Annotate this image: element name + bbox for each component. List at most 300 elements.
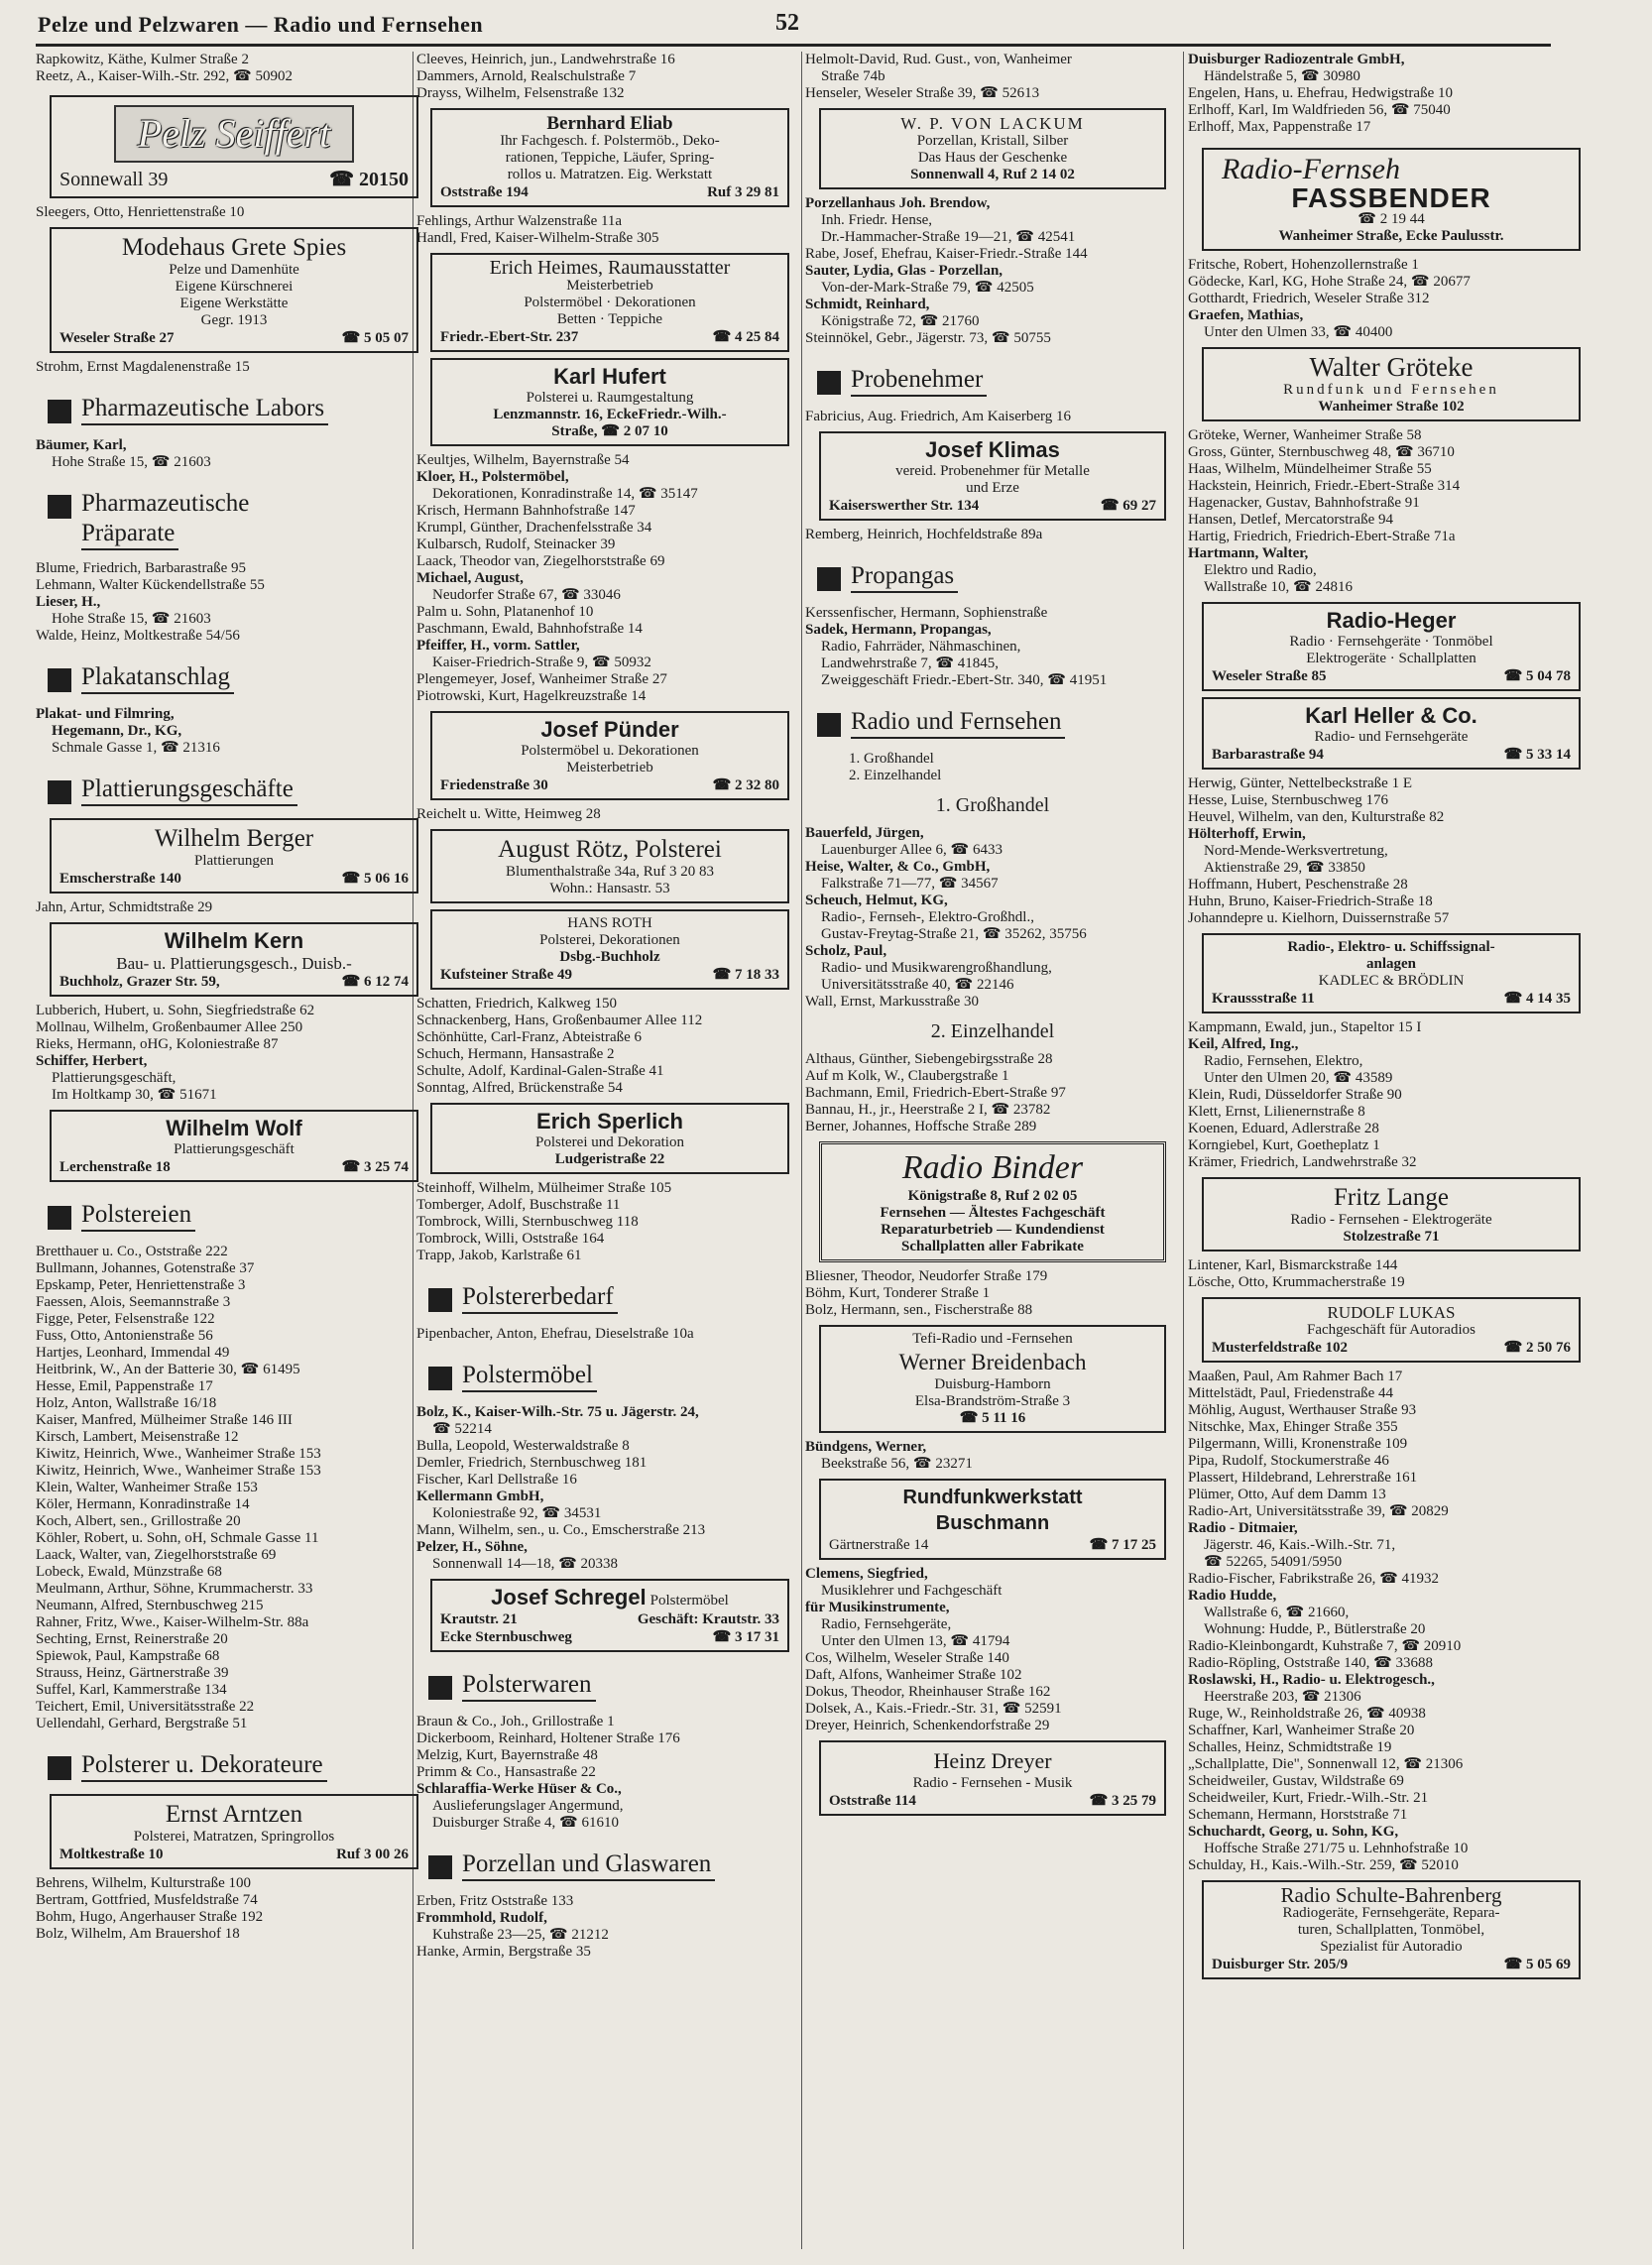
- list-item: Dreyer, Heinrich, Schenkendorfstraße 29: [805, 1718, 1050, 1733]
- entry-list: [1188, 427, 1594, 596]
- ad-name: FASSBENDER: [1291, 182, 1491, 213]
- ad-phone: ☎ 5 04 78: [1503, 668, 1571, 684]
- list-item: Kiwitz, Heinrich, Wwe., Wanheimer Straße 153: [36, 1463, 321, 1479]
- list-item: Daft, Alfons, Wanheimer Straße 102: [805, 1667, 1022, 1683]
- entry-list: [805, 605, 1180, 689]
- list-item: Sauter, Lydia, Glas - Porzellan,: [805, 263, 1003, 279]
- ad-address: Gärtnerstraße 14: [829, 1537, 929, 1553]
- list-item: Palm u. Sohn, Platanenhof 10: [416, 604, 594, 620]
- ad-line: Spezialist für Autoradio: [1320, 1939, 1463, 1955]
- list-item: [1188, 52, 1594, 68]
- ad-karl-hufert: [430, 358, 789, 446]
- list-item: Bolz, Wilhelm, Am Brauershof 18: [36, 1926, 240, 1942]
- entry-list: [416, 1404, 803, 1573]
- list-item: Suffel, Karl, Kammerstraße 134: [36, 1682, 227, 1698]
- ad-phone: ☎ 2 32 80: [712, 777, 779, 793]
- list-item: Rieks, Hermann, oHG, Koloniestraße 87: [36, 1036, 279, 1052]
- list-item: Nitschke, Max, Ehinger Straße 355: [1188, 1419, 1398, 1435]
- list-item: Scheuch, Helmut, KG,: [805, 893, 948, 908]
- section-title: Pharmazeutische: [81, 490, 250, 517]
- section-heading: [36, 489, 432, 550]
- ad-pelz-seiffert: [50, 95, 418, 198]
- list-item: Plengemeyer, Josef, Wanheimer Straße 27: [416, 671, 667, 687]
- list-item: Roslawski, H., Radio- u. Elektrogesch.,: [1188, 1672, 1435, 1688]
- ad-address: Kraussstraße 11: [1212, 991, 1315, 1007]
- list-item: Bullmann, Johannes, Gotenstraße 37: [36, 1260, 255, 1276]
- ad-phone: ☎ 3 25 79: [1089, 1793, 1156, 1809]
- ad-address: Wanheimer Straße, Ecke Paulusstr.: [1278, 228, 1504, 244]
- list-item: Radio, Fernsehen, Elektro,: [1204, 1053, 1363, 1069]
- list-item: ☎ 52214: [432, 1421, 492, 1437]
- list-item: Radio- und Musikwarengroßhandlung,: [821, 960, 1052, 976]
- list-item: Plattierungsgeschäft,: [52, 1070, 177, 1086]
- list-item: Lehmann, Walter Kückendellstraße 55: [36, 577, 265, 593]
- ad-radio-schulte-bahrenberg: [1202, 1880, 1581, 1979]
- list-item: Plassert, Hildebrand, Lehrerstraße 161: [1188, 1470, 1418, 1486]
- ad-address: Lerchenstraße 18: [59, 1159, 171, 1175]
- list-item: Köhler, Robert, u. Sohn, oH, Schmale Gasse 11: [36, 1530, 319, 1546]
- ad-line: Polstermöbel u. Dekorationen: [521, 743, 699, 759]
- entry-list: [416, 1714, 803, 1832]
- list-item: Kerssenfischer, Hermann, Sophienstraße: [805, 605, 1048, 621]
- list-item: Lintener, Karl, Bismarckstraße 144: [1188, 1257, 1398, 1273]
- list-item: Köler, Hermann, Konradinstraße 14: [36, 1496, 250, 1512]
- list-item: Elektro und Radio,: [1204, 562, 1317, 578]
- list-item: Plümer, Otto, Auf dem Damm 13: [1188, 1487, 1386, 1502]
- section-title: Polstereien: [81, 1200, 195, 1232]
- column-3: [805, 52, 1180, 1822]
- list-item: Lobeck, Ewald, Münzstraße 68: [36, 1564, 222, 1580]
- list-item: Koenen, Eduard, Adlerstraße 28: [1188, 1121, 1379, 1136]
- ad-erich-sperlich: [430, 1103, 789, 1174]
- list-item: Scheidweiler, Gustav, Wildstraße 69: [1188, 1773, 1404, 1789]
- section-title: Präparate: [81, 519, 178, 550]
- ad-phone: ☎ 4 14 35: [1503, 991, 1571, 1007]
- list-item: Frommhold, Rudolf,: [416, 1910, 547, 1926]
- list-item: Auf m Kolk, W., Claubergstraße 1: [805, 1068, 1009, 1084]
- list-item: Unter den Ulmen 20, ☎ 43589: [1204, 1070, 1393, 1086]
- list-item: Von-der-Mark-Straße 79, ☎ 42505: [821, 280, 1034, 296]
- entry-list: [805, 1268, 1180, 1319]
- ad-line: Eigene Werkstätte: [179, 296, 289, 311]
- list-item: Gotthardt, Friedrich, Weseler Straße 312: [1188, 291, 1430, 306]
- list-item: Radio, Fahrräder, Nähmaschinen,: [821, 639, 1021, 655]
- ad-address: Friedr.-Ebert-Str. 237: [440, 329, 579, 345]
- entry-list: [416, 996, 803, 1097]
- ad-phone: ☎ 6 12 74: [341, 974, 409, 990]
- ad-august-roetz: [430, 829, 789, 903]
- section-heading: [416, 1361, 803, 1394]
- ad-line: Radio - Fernsehen - Elektrogeräte: [1290, 1212, 1492, 1228]
- list-item: Meulmann, Arthur, Söhne, Krummacherstr. 33: [36, 1581, 313, 1597]
- list-item: Schuchardt, Georg, u. Sohn, KG,: [1188, 1824, 1399, 1840]
- section-title: Polstererbedarf: [462, 1282, 618, 1314]
- list-item: Nord-Mende-Werksvertretung,: [1204, 843, 1388, 859]
- section-heading: [36, 1200, 432, 1234]
- list-item: Remberg, Heinrich, Hochfeldstraße 89a: [805, 527, 1043, 542]
- section-heading: [805, 561, 1180, 595]
- entry-name: Hegemann, Dr., KG,: [52, 723, 182, 739]
- ad-line: Plattierungsgeschäft: [174, 1141, 295, 1157]
- ad-line: Meisterbetrieb: [566, 278, 653, 294]
- list-item: Bolz, Hermann, sen., Fischerstraße 88: [805, 1302, 1033, 1318]
- section-heading: [36, 775, 432, 808]
- ad-phone: Ruf 3 29 81: [707, 184, 779, 200]
- list-item: Keultjes, Wilhelm, Bayernstraße 54: [416, 452, 630, 468]
- ad-line: Meisterbetrieb: [566, 760, 653, 775]
- ad-name: Karl Hufert: [553, 364, 666, 389]
- list-item: Porzellanhaus Joh. Brendow,: [805, 195, 991, 211]
- list-item: Ruge, W., Reinholdstraße 26, ☎ 40938: [1188, 1706, 1426, 1722]
- ad-name: Erich Heimes, Raumausstatter: [489, 257, 731, 279]
- list-item: [36, 723, 432, 740]
- ad-phone: ☎ 3 25 74: [341, 1159, 409, 1175]
- list-item: Musiklehrer und Fachgeschäft: [821, 1583, 1003, 1599]
- list-item: Braun & Co., Joh., Grillostraße 1: [416, 1714, 615, 1729]
- list-item: Erlhoff, Karl, Im Waldfrieden 56, ☎ 75040: [1188, 102, 1451, 118]
- ad-line: Rundfunkwerkstatt: [902, 1487, 1083, 1508]
- list-item: Radio-Art, Universitätsstraße 39, ☎ 20829: [1188, 1503, 1449, 1519]
- ad-radio-heger: [1202, 602, 1581, 691]
- ad-line: Königstraße 8, Ruf 2 02 05: [907, 1188, 1078, 1204]
- ad-address: Ecke Sternbuschweg: [440, 1629, 572, 1645]
- list-item: Holz, Anton, Wallstraße 16/18: [36, 1395, 217, 1411]
- section-marker: [48, 495, 71, 519]
- ad-karl-heller: [1202, 697, 1581, 770]
- ad-name: Fritz Lange: [1334, 1184, 1449, 1211]
- ad-name: August Rötz, Polsterei: [498, 836, 722, 863]
- section-heading: [36, 394, 432, 427]
- list-item: Tombrock, Willi, Oststraße 164: [416, 1231, 605, 1247]
- list-item: Reetz, A., Kaiser-Wilh.-Str. 292, ☎ 50902: [36, 68, 293, 84]
- ad-name: Radio Schulte-Bahrenberg: [1280, 1883, 1502, 1907]
- ad-address: Sonnewall 39: [59, 169, 169, 190]
- list-item: Schulte, Adolf, Kardinal-Galen-Straße 41: [416, 1063, 664, 1079]
- list-item: Kaiser, Manfred, Mülheimer Straße 146 III: [36, 1412, 293, 1428]
- list-item: Graefen, Mathias,: [1188, 307, 1304, 323]
- list-item: Walde, Heinz, Moltkestraße 54/56: [36, 628, 240, 644]
- list-item: Behrens, Wilhelm, Kulturstraße 100: [36, 1875, 251, 1891]
- list-item: Gustav-Freytag-Straße 21, ☎ 35262, 35756: [821, 926, 1087, 942]
- list-item: Drayss, Wilhelm, Felsenstraße 132: [416, 85, 625, 101]
- list-item: Bauerfeld, Jürgen,: [805, 825, 924, 841]
- list-item: Bachmann, Emil, Friedrich-Ebert-Straße 97: [805, 1085, 1066, 1101]
- list-item: Bretthauer u. Co., Oststraße 222: [36, 1244, 228, 1259]
- ad-kadlec-broedlin: [1202, 933, 1581, 1013]
- list-item: Hohe Straße 15, ☎ 21603: [52, 454, 211, 470]
- list-item: Berner, Johannes, Hoffsche Straße 289: [805, 1119, 1037, 1134]
- list-item: Hackstein, Heinrich, Friedr.-Ebert-Straße 314: [1188, 478, 1461, 494]
- ad-line: Fachgeschäft für Autoradios: [1307, 1322, 1475, 1338]
- list-item: Landwehrstraße 7, ☎ 41845,: [821, 656, 1000, 671]
- ad-wilhelm-kern: [50, 922, 418, 997]
- list-item: Herwig, Günter, Nettelbeckstraße 1 E: [1188, 775, 1412, 791]
- list-item: Kaiser-Friedrich-Straße 9, ☎ 50932: [432, 655, 651, 670]
- ad-line: anlagen: [1365, 956, 1416, 972]
- list-item: Helmolt-David, Rud. Gust., von, Wanheimer: [805, 52, 1072, 67]
- ad-line: Wanheimer Straße 102: [1318, 399, 1465, 415]
- list-item: Hesse, Luise, Sternbuschweg 176: [1188, 792, 1389, 808]
- ad-name: Erich Sperlich: [536, 1109, 683, 1133]
- list-item: Reichelt u. Witte, Heimweg 28: [416, 806, 601, 822]
- ad-phone: ☎ 5 05 69: [1503, 1957, 1571, 1972]
- list-item: Pilgermann, Willi, Kronenstraße 109: [1188, 1436, 1408, 1452]
- list-item: Fehlings, Arthur Walzenstraße 11a: [416, 213, 623, 229]
- list-item: Sonntag, Alfred, Brückenstraße 54: [416, 1080, 623, 1096]
- list-item: Fritsche, Robert, Hohenzollernstraße 1: [1188, 257, 1419, 273]
- running-title: Pelze und Pelzwaren — Radio und Fernsehen: [38, 12, 484, 37]
- list-item: Sonnenwall 14—18, ☎ 20338: [432, 1556, 619, 1572]
- ad-line: Porzellan, Kristall, Silber: [916, 133, 1069, 149]
- list-item: Althaus, Günther, Siebengebirgsstraße 28: [805, 1051, 1053, 1067]
- section-title: Propangas: [851, 561, 958, 593]
- ad-line: Radio- und Fernsehgeräte: [1314, 729, 1469, 745]
- ad-line: rationen, Teppiche, Läufer, Spring-: [505, 150, 715, 166]
- list-item: Dekorationen, Konradinstraße 14, ☎ 35147: [432, 486, 698, 502]
- ad-phone: ☎ 5 11 16: [959, 1410, 1026, 1426]
- list-item: Hoffmann, Hubert, Peschenstraße 28: [1188, 877, 1408, 893]
- ad-phone: ☎ 4 25 84: [712, 329, 779, 345]
- ad-address: Krautstr. 21: [440, 1611, 518, 1627]
- ad-line: Pelze und Damenhüte: [169, 262, 299, 278]
- list-item: Epskamp, Peter, Henriettenstraße 3: [36, 1277, 246, 1293]
- ad-phone: ☎ 7 18 33: [712, 967, 779, 983]
- list-item: Bulla, Leopold, Westerwaldstraße 8: [416, 1438, 630, 1454]
- list-item: Mollnau, Wilhelm, Großenbaumer Allee 250: [36, 1019, 303, 1035]
- list-item: Heuvel, Wilhelm, van den, Kulturstraße 82: [1188, 809, 1445, 825]
- ad-line: Polsterei, Dekorationen: [539, 932, 680, 948]
- list-item: Heitbrink, W., An der Batterie 30, ☎ 61495: [36, 1362, 300, 1377]
- list-item: Kuhstraße 23—25, ☎ 21212: [432, 1927, 609, 1943]
- subsection-title: 2. Einzelhandel: [930, 1020, 1055, 1042]
- list-item: Unter den Ulmen 33, ☎ 40400: [1204, 324, 1393, 340]
- ad-address: Moltkestraße 10: [59, 1847, 164, 1862]
- ad-line: Betten · Teppiche: [556, 311, 663, 327]
- list-item: Dolsek, A., Kais.-Friedr.-Str. 31, ☎ 52591: [805, 1701, 1062, 1717]
- ad-line: Das Haus der Geschenke: [917, 150, 1068, 166]
- ad-line: Tefi-Radio und -Fernsehen: [912, 1331, 1073, 1347]
- ad-line: Radio · Fernsehgeräte · Tonmöbel: [1289, 634, 1493, 650]
- list-item: Schuch, Hermann, Hansastraße 2: [416, 1046, 615, 1062]
- list-item: Fuss, Otto, Antonienstraße 56: [36, 1328, 213, 1344]
- entry-list: [805, 825, 1180, 1011]
- list-item: [36, 706, 432, 723]
- list-item: Mittelstädt, Paul, Friedenstraße 44: [1188, 1385, 1394, 1401]
- ad-address: Kufsteiner Straße 49: [440, 967, 573, 983]
- ad-wilhelm-wolf: [50, 1110, 418, 1182]
- fassbender-logo-script: Radio-Fernseh: [1222, 153, 1400, 185]
- ad-line: Fernsehen — Ältestes Fachgeschäft: [880, 1205, 1106, 1221]
- section-marker: [428, 1367, 452, 1390]
- list-item: Schmidt, Reinhard,: [805, 297, 930, 312]
- list-item: [36, 437, 432, 454]
- section-title: Polsterwaren: [462, 1670, 596, 1702]
- ad-name: W. P. VON LACKUM: [900, 114, 1085, 133]
- entry-list: [36, 1875, 432, 1943]
- ad-line: Polsterei, Matratzen, Springrollos: [133, 1829, 335, 1845]
- section-heading: [36, 662, 432, 696]
- ad-line: Rundfunk und Fernsehen: [1283, 382, 1499, 398]
- ad-heinz-dreyer: [819, 1740, 1166, 1816]
- entry-list: [1188, 775, 1594, 927]
- list-item: Dr.-Hammacher-Straße 19—21, ☎ 42541: [821, 229, 1076, 245]
- list-item: Rapkowitz, Käthe, Kulmer Straße 2: [36, 52, 249, 67]
- ad-line: Gegr. 1913: [200, 312, 268, 328]
- list-item: Schulday, H., Kais.-Wilh.-Str. 259, ☎ 52010: [1188, 1857, 1459, 1873]
- list-item: Hagenacker, Gustav, Bahnhofstraße 91: [1188, 495, 1420, 511]
- list-item: Scholz, Paul,: [805, 943, 887, 959]
- entry-list: [36, 1244, 432, 1732]
- ad-address: Buchholz, Grazer Str. 59,: [59, 974, 220, 990]
- list-item: Tomberger, Adolf, Buschstraße 11: [416, 1197, 621, 1213]
- ad-line: Elsa-Brandström-Straße 3: [914, 1393, 1071, 1409]
- ad-erich-heimes: [430, 253, 789, 352]
- ad-name: Ernst Arntzen: [165, 1801, 303, 1828]
- section-title: Probenehmer: [851, 365, 987, 397]
- section-heading: [416, 1849, 803, 1883]
- list-item: Klein, Rudi, Düsseldorfer Straße 90: [1188, 1087, 1402, 1103]
- section-marker: [817, 371, 841, 395]
- ad-wilhelm-berger: [50, 818, 418, 894]
- ad-line: vereid. Probenehmer für Metalle: [895, 463, 1090, 479]
- list-item: Radio-, Fernseh-, Elektro-Großhdl.,: [821, 909, 1034, 925]
- list-item: Erben, Fritz Oststraße 133: [416, 1893, 574, 1909]
- ad-line: Reparaturbetrieb — Kundendienst: [881, 1222, 1105, 1238]
- list-item: Hartmann, Walter,: [1188, 545, 1309, 561]
- list-item: 1. Großhandel: [849, 751, 934, 767]
- entry-list: [416, 1893, 803, 1961]
- list-item: Cos, Wilhelm, Weseler Straße 140: [805, 1650, 1009, 1666]
- list-item: Krämer, Friedrich, Landwehrstraße 32: [1188, 1154, 1417, 1170]
- ad-line: Radio-, Elektro- u. Schiffssignal-: [1287, 939, 1495, 955]
- list-item: Huhn, Bruno, Kaiser-Friedrich-Straße 18: [1188, 894, 1433, 909]
- entry-list: [1188, 257, 1594, 341]
- list-item: Laack, Theodor van, Ziegelhorststraße 69: [416, 553, 665, 569]
- column-2: [416, 52, 803, 1961]
- entry-list: [416, 452, 803, 705]
- ad-line: rollos u. Matratzen. Eig. Werkstatt: [507, 167, 713, 182]
- ad-address: Oststraße 194: [440, 184, 529, 200]
- list-item: Straße 74b: [821, 68, 885, 84]
- ad-address: Weseler Straße 85: [1212, 668, 1327, 684]
- list-item: Auslieferungslager Angermund,: [432, 1798, 624, 1814]
- list-item: Schalles, Heinz, Schmidtstraße 19: [1188, 1739, 1392, 1755]
- ad-address: Musterfeldstraße 102: [1212, 1340, 1349, 1356]
- list-item: Figge, Peter, Felsenstraße 122: [36, 1311, 215, 1327]
- list-item: Bolz, K., Kaiser-Wilh.-Str. 75 u. Jägerstr. 24,: [416, 1404, 699, 1420]
- ad-line: Straße, ☎ 2 07 10: [551, 423, 668, 439]
- ad-address: Geschäft: Krautstr. 33: [637, 1611, 779, 1627]
- ad-phone: ☎ 3 17 31: [712, 1629, 779, 1645]
- list-item: Korngiebel, Kurt, Goetheplatz 1: [1188, 1137, 1380, 1153]
- list-item: Uellendahl, Gerhard, Bergstraße 51: [36, 1716, 248, 1731]
- list-item: Steinnökel, Gebr., Jägerstr. 73, ☎ 50755: [805, 330, 1051, 346]
- list-item: Schatten, Friedrich, Kalkweg 150: [416, 996, 618, 1012]
- list-item: 2. Einzelhandel: [849, 768, 942, 783]
- section-title: Plattierungsgeschäfte: [81, 775, 297, 806]
- list-item: Koloniestraße 92, ☎ 34531: [432, 1505, 602, 1521]
- list-item: Steinhoff, Wilhelm, Mülheimer Straße 105: [416, 1180, 672, 1196]
- list-item: Kampmann, Ewald, jun., Stapeltor 15 I: [1188, 1019, 1422, 1035]
- ad-phone: ☎ 5 33 14: [1503, 747, 1571, 763]
- list-item: Radio-Fischer, Fabrikstraße 26, ☎ 41932: [1188, 1571, 1440, 1587]
- ad-line: Plattierungen: [194, 853, 274, 869]
- list-item: Im Holtkamp 30, ☎ 51671: [52, 1087, 217, 1103]
- list-item: Erlhoff, Max, Pappenstraße 17: [1188, 119, 1371, 135]
- list-item: Hartig, Friedrich, Friedrich-Ebert-Straße 71a: [1188, 529, 1456, 544]
- section-marker: [817, 713, 841, 737]
- list-item: Wallstraße 10, ☎ 24816: [1204, 579, 1353, 595]
- list-item: Blume, Friedrich, Barbarastraße 95: [36, 560, 247, 576]
- list-item: Hartjes, Leonhard, Immendal 49: [36, 1345, 230, 1361]
- list-item: Johanndepre u. Kielhorn, Duissernstraße 57: [1188, 910, 1450, 926]
- ad-line: Radio - Fernsehen - Musik: [912, 1775, 1073, 1791]
- list-item: Clemens, Siegfried,: [805, 1566, 928, 1582]
- list-item: Pfeiffer, H., vorm. Sattler,: [416, 638, 580, 654]
- list-item: Hanke, Armin, Bergstraße 35: [416, 1944, 591, 1960]
- ad-name: Werner Breidenbach: [898, 1350, 1087, 1374]
- column-1: [36, 52, 432, 1943]
- ad-josef-puender: [430, 711, 789, 800]
- binder-logo: Radio Binder: [901, 1149, 1084, 1186]
- section-marker: [48, 780, 71, 804]
- list-item: Bohm, Hugo, Angerhauser Straße 192: [36, 1909, 264, 1925]
- list-item: Schaffner, Karl, Wanheimer Straße 20: [1188, 1723, 1415, 1738]
- ad-line: Polstermöbel · Dekorationen: [524, 295, 696, 310]
- list-item: „Schallplatte, Die", Sonnenwall 12, ☎ 21306: [1188, 1756, 1464, 1772]
- list-item: Heise, Walter, & Co., GmbH,: [805, 859, 991, 875]
- list-item: Beekstraße 56, ☎ 23271: [821, 1456, 973, 1472]
- section-marker: [428, 1855, 452, 1879]
- ad-line: Wohn.: Hansastr. 53: [549, 881, 670, 896]
- ad-von-lackum: [819, 108, 1166, 189]
- section-marker: [48, 400, 71, 423]
- list-item: Schnackenberg, Hans, Großenbaumer Allee 112: [416, 1013, 703, 1028]
- entry-name: Bäumer, Karl,: [36, 437, 127, 453]
- list-item: Sechting, Ernst, Reinerstraße 20: [36, 1631, 228, 1647]
- ad-hans-roth: [430, 909, 789, 990]
- entry-list: [1188, 1369, 1594, 1874]
- list-item: Möhlig, August, Werthauser Straße 93: [1188, 1402, 1417, 1418]
- ad-address: Oststraße 114: [829, 1793, 916, 1809]
- ad-walter-groeteke: [1202, 347, 1581, 421]
- list-item: Unter den Ulmen 13, ☎ 41794: [821, 1633, 1010, 1649]
- ad-name: Radio-Heger: [1326, 608, 1457, 633]
- list-item: Händelstraße 5, ☎ 30980: [1204, 68, 1360, 84]
- list-item: Radio - Ditmaier,: [1188, 1520, 1298, 1536]
- list-item: Handl, Fred, Kaiser-Wilhelm-Straße 305: [416, 230, 659, 246]
- column-rule: [1183, 52, 1184, 2249]
- section-heading: [416, 1282, 803, 1316]
- list-item: Spiewok, Paul, Kampstraße 68: [36, 1648, 220, 1664]
- entry-list: [416, 1180, 803, 1264]
- page-number: 52: [775, 10, 799, 36]
- section-heading: [36, 1750, 432, 1784]
- list-item: Gross, Günter, Sternbuschweg 48, ☎ 36710: [1188, 444, 1455, 460]
- list-item: Lauenburger Allee 6, ☎ 6433: [821, 842, 1003, 858]
- ad-line: Polsterei und Dekoration: [535, 1134, 684, 1150]
- list-item: Dammers, Arnold, Realschulstraße 7: [416, 68, 637, 84]
- list-item: Gröteke, Werner, Wanheimer Straße 58: [1188, 427, 1422, 443]
- list-item: Pipa, Rudolf, Stockumerstraße 46: [1188, 1453, 1389, 1469]
- list-item: Klett, Ernst, Lilienernstraße 8: [1188, 1104, 1365, 1120]
- entry-list: [1188, 1257, 1594, 1291]
- ad-line: Eigene Kürschnerei: [175, 279, 294, 295]
- ad-address: Emscherstraße 140: [59, 871, 181, 887]
- page-header: [36, 10, 1551, 47]
- ad-address: Barbarastraße 94: [1212, 747, 1324, 763]
- list-item: Wohnung: Hudde, P., Bütlerstraße 20: [1204, 1621, 1426, 1637]
